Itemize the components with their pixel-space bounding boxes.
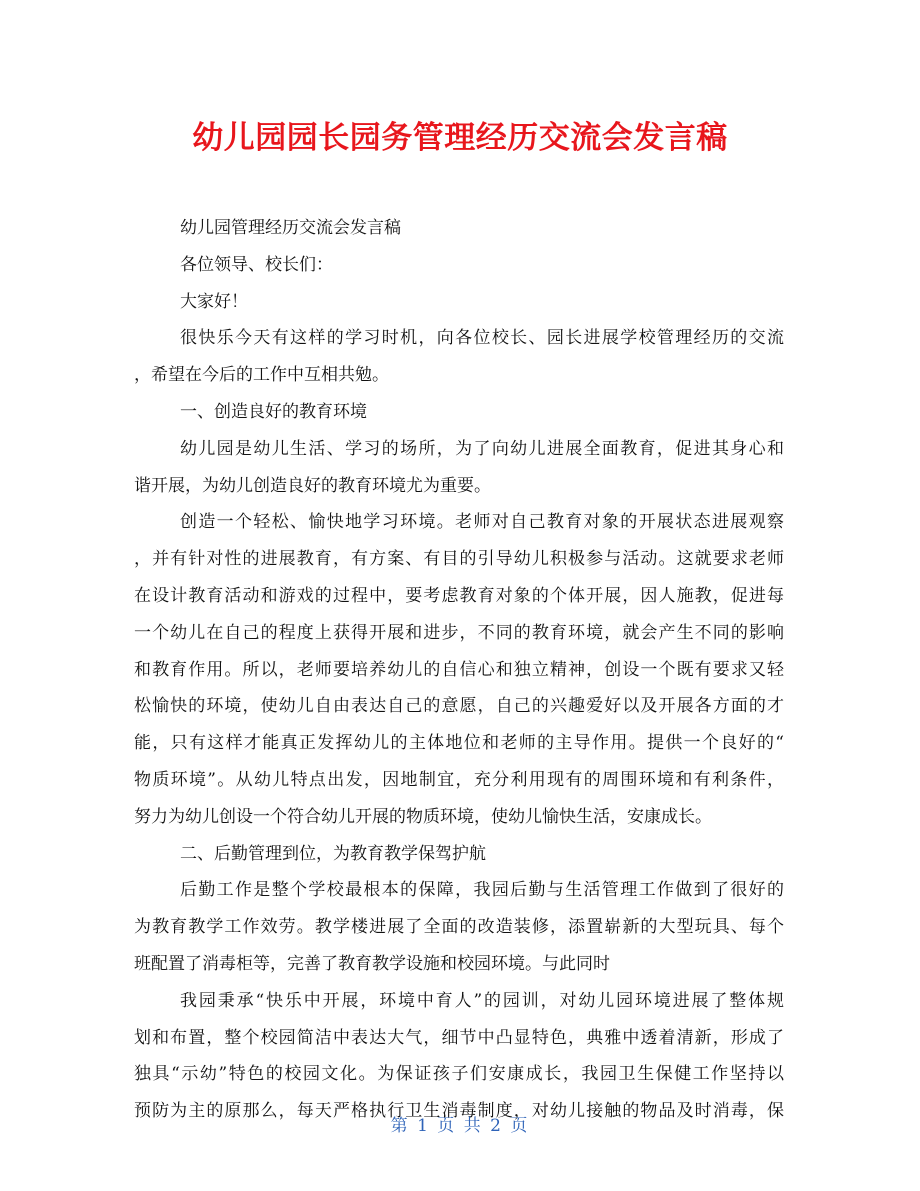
paragraph-line: 在设计教育活动和游戏的过程中，要考虑教育对象的个体开展，因人施教，促进每 <box>134 585 784 606</box>
paragraph-line: 幼儿园是幼儿生活、学习的场所，为了向幼儿进展全面教育，促进其身心和 <box>180 438 784 459</box>
paragraph-line: 一、创造良好的教育环境 <box>180 401 367 422</box>
paragraph-line: 后勤工作是整个学校最根本的保障，我园后勤与生活管理工作做到了很好的 <box>180 880 784 901</box>
paragraph-line: 谐开展，为幼儿创造良好的教育环境尤为重要。 <box>134 475 491 496</box>
paragraph-line: 努力为幼儿创设一个符合幼儿开展的物质环境，使幼儿愉快生活，安康成长。 <box>134 806 712 827</box>
paragraph-line: 为教育教学工作效劳。教学楼进展了全面的改造装修，添置崭新的大型玩具、每个 <box>134 917 784 938</box>
document-body <box>134 210 784 1130</box>
paragraph-line: 创造一个轻松、愉快地学习环境。老师对自己教育对象的开展状态进展观察 <box>180 512 784 533</box>
paragraph-line: ，并有针对性的进展教育，有方案、有目的引导幼儿积极参与活动。这就要求老师 <box>134 549 784 570</box>
paragraph-line: 物质环境”。从幼儿特点出发，因地制宜，充分利用现有的周围环境和有利条件， <box>134 769 784 790</box>
paragraph-line: 各位领导、校长们： <box>180 254 333 275</box>
paragraph-line: 大家好！ <box>180 291 248 312</box>
paragraph-line: 一个幼儿在自己的程度上获得开展和进步，不同的教育环境，就会产生不同的影响 <box>134 622 784 643</box>
paragraph-line: 划和布置，整个校园简洁中表达大气，细节中凸显特色，典雅中透着清新，形成了 <box>134 1027 784 1048</box>
paragraph-line: 很快乐今天有这样的学习时机，向各位校长、园长进展学校管理经历的交流 <box>180 328 784 349</box>
paragraph-line: 我园秉承“快乐中开展，环境中育人”的园训，对幼儿园环境进展了整体规 <box>180 990 784 1011</box>
paragraph-line: ，希望在今后的工作中互相共勉。 <box>134 365 389 386</box>
paragraph-line: 幼儿园管理经历交流会发言稿 <box>180 218 401 238</box>
paragraph-line: 松愉快的环境，使幼儿自由表达自己的意愿，自己的兴趣爱好以及开展各方面的才 <box>134 696 784 717</box>
document-title: 幼儿园园长园务管理经历交流会发言稿 <box>192 120 728 156</box>
paragraph-line: 独具“示幼”特色的校园文化。为保证孩子们安康成长，我园卫生保健工作坚持以 <box>134 1064 784 1085</box>
page-number: 第 1 页 共 2 页 <box>390 1116 530 1136</box>
paragraph-line: 班配置了消毒柜等，完善了教育教学设施和校园环境。与此同时 <box>134 953 610 974</box>
paragraph-line: 预防为主的原那么，每天严格执行卫生消毒制度，对幼儿接触的物品及时消毒，保 <box>134 1101 784 1122</box>
paragraph-line: 二、后勤管理到位，为教育教学保驾护航 <box>180 843 486 864</box>
paragraph-line: 能，只有这样才能真正发挥幼儿的主体地位和老师的主导作用。提供一个良好的“ <box>134 733 784 754</box>
paragraph-line: 和教育作用。所以，老师要培养幼儿的自信心和独立精神，创设一个既有要求又轻 <box>134 659 784 680</box>
